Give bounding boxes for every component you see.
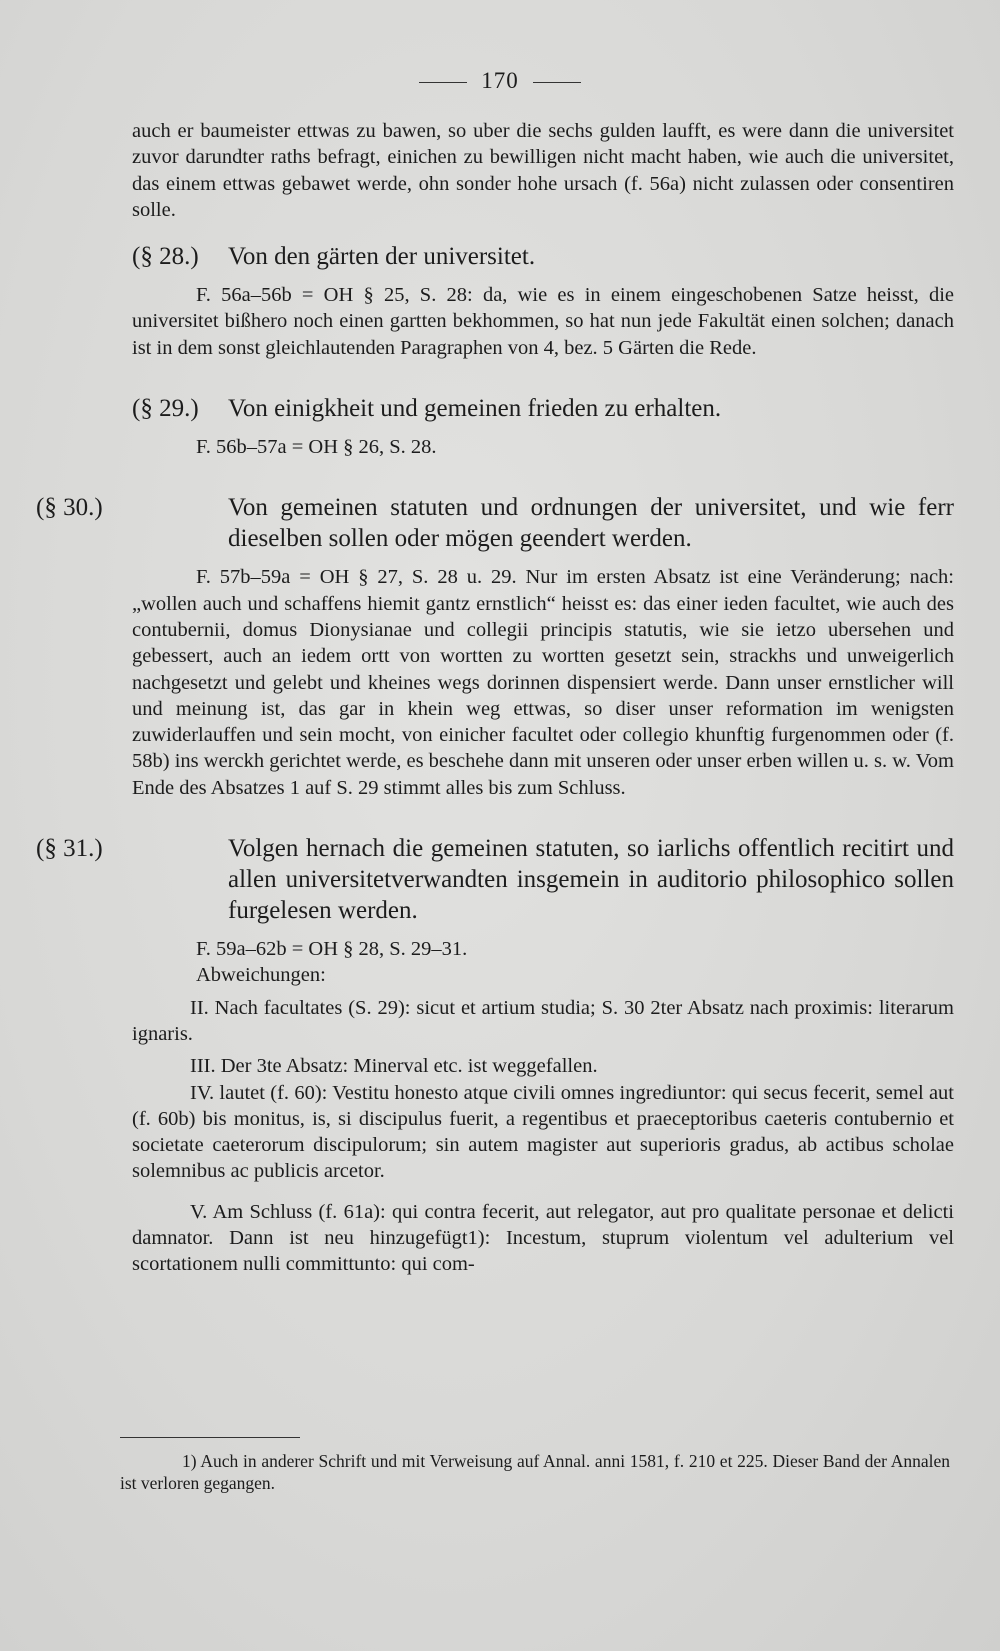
page-body — [36, 118, 954, 1278]
footnote-rule — [120, 1437, 300, 1438]
page-header — [0, 68, 1000, 94]
section-31-title: Volgen hernach die gemeinen statuten, so iarlichs offentlich recitirt und allen universitetverwandten insgemein in auditorio philosophico sollen furgelesen werden. — [228, 835, 954, 925]
section-28-number: (§ 28.) — [132, 243, 199, 271]
section-28-text: F. 56a–56b = OH § 25, S. 28: da, wie es in einem eingeschobenen Satze heisst, die universitet bißhero noch einen gartten bekhommen, so hat nun jede Fakultät einen solchen; danach ist in dem sonst gleichlautenden Paragraphen von 4, bez. 5 Gärten die Rede. — [132, 284, 954, 359]
section-30-title: Von gemeinen statuten und ordnungen der universitet, und wie ferr dieselben sollen oder mögen geendert werden. — [228, 494, 954, 553]
section-30-number: (§ 30.) — [36, 494, 103, 522]
section-31-ref: F. 59a–62b = OH § 28, S. 29–31. — [196, 938, 468, 961]
deviation-v: V. Am Schluss (f. 61a): qui contra fecerit, aut relegator, aut pro qualitate personae et delicti damnator. Dann ist neu hinzugefügt1): Incestum, stuprum violentum vel adulterium vel scortationem nulli committunto: qui com- — [132, 1200, 954, 1276]
deviation-iii: III. Der 3te Absatz: Minerval etc. ist weggefallen. — [190, 1055, 598, 1078]
section-29-number: (§ 29.) — [132, 395, 199, 423]
page-number: 170 — [481, 68, 519, 93]
section-30-heading — [36, 492, 954, 554]
section-31-abweichungen: Abweichungen: — [196, 964, 326, 987]
deviation-iv: IV. lautet (f. 60): Vestitu honesto atque civili omnes ingrediuntor: qui secus fecerit, semel aut (f. 60b) bis monitus, is, si discipulus fuerit, a regentibus et praeceptoribus caeteris contubernio et societate caeterorum discipulorum; sin autem magister aut superioris gradus, ab actibus scholae solemnibus ac publicis arcetor. — [132, 1081, 954, 1183]
deviation-ii: II. Nach facultates (S. 29): sicut et artium studia; S. 30 2ter Absatz nach proximis: literarum ignaris. — [132, 996, 954, 1045]
paragraph-continuation: auch er baumeister ettwas zu bawen, so uber die sechs gulden laufft, es were dann die universitet zuvor darundter raths befragt, einichen zu bewilligen nicht macht haben, wie auch die universitet, das einem ettwas gebawet werde, ohn sonder hohe ursach (f. 56a) nicht zulassen oder consentiren solle. — [132, 120, 954, 221]
header-dash-left — [419, 82, 467, 83]
section-29-heading — [132, 393, 954, 424]
footnote-text: 1) Auch in anderer Schrift und mit Verweisung auf Annal. anni 1581, f. 210 et 225. Dieser Band der Annalen ist verloren gegangen. — [120, 1451, 950, 1493]
section-29-text: F. 56b–57a = OH § 26, S. 28. — [196, 436, 437, 459]
section-31-heading — [36, 833, 954, 926]
section-31-number: (§ 31.) — [36, 835, 103, 863]
section-29-title: Von einigkheit und gemeinen frieden zu erhalten. — [228, 395, 722, 423]
footnote — [120, 1450, 950, 1494]
header-dash-right — [533, 82, 581, 83]
section-28-heading — [132, 241, 954, 272]
section-28-title: Von den gärten der universitet. — [228, 243, 536, 271]
section-30-text: F. 57b–59a = OH § 27, S. 28 u. 29. Nur im ersten Absatz ist eine Veränderung; nach: „wollen auch und schaffens hiemit gantz ernstlich“ heisst es: das einer ieden facultet, wie auch des contubernii, domus Dionysianae und collegii principis statutis, wie sie ietzo ubersehen und gebessert, auch an iedem ortt von wortten zu wortten gesetzt sein, strackhs und unweigerlich nachgesetzt und gelebt und kheines wegs dorinnen dispensiert werde. Dann unser ernstlicher will und meinung ist, das gar in khein weg ettwas, so diser unser reformation im wenigsten zuwiderlauffen und sein mocht, von einicher facultet oder collegio khunftig furgenommen oder (f. 58b) ins werckh gerichtet werde, es beschehe dann mit unseren oder unser erben willen u. s. w. Vom Ende des Absatzes 1 auf S. 29 stimmt alles bis zum Schluss. — [132, 566, 954, 799]
